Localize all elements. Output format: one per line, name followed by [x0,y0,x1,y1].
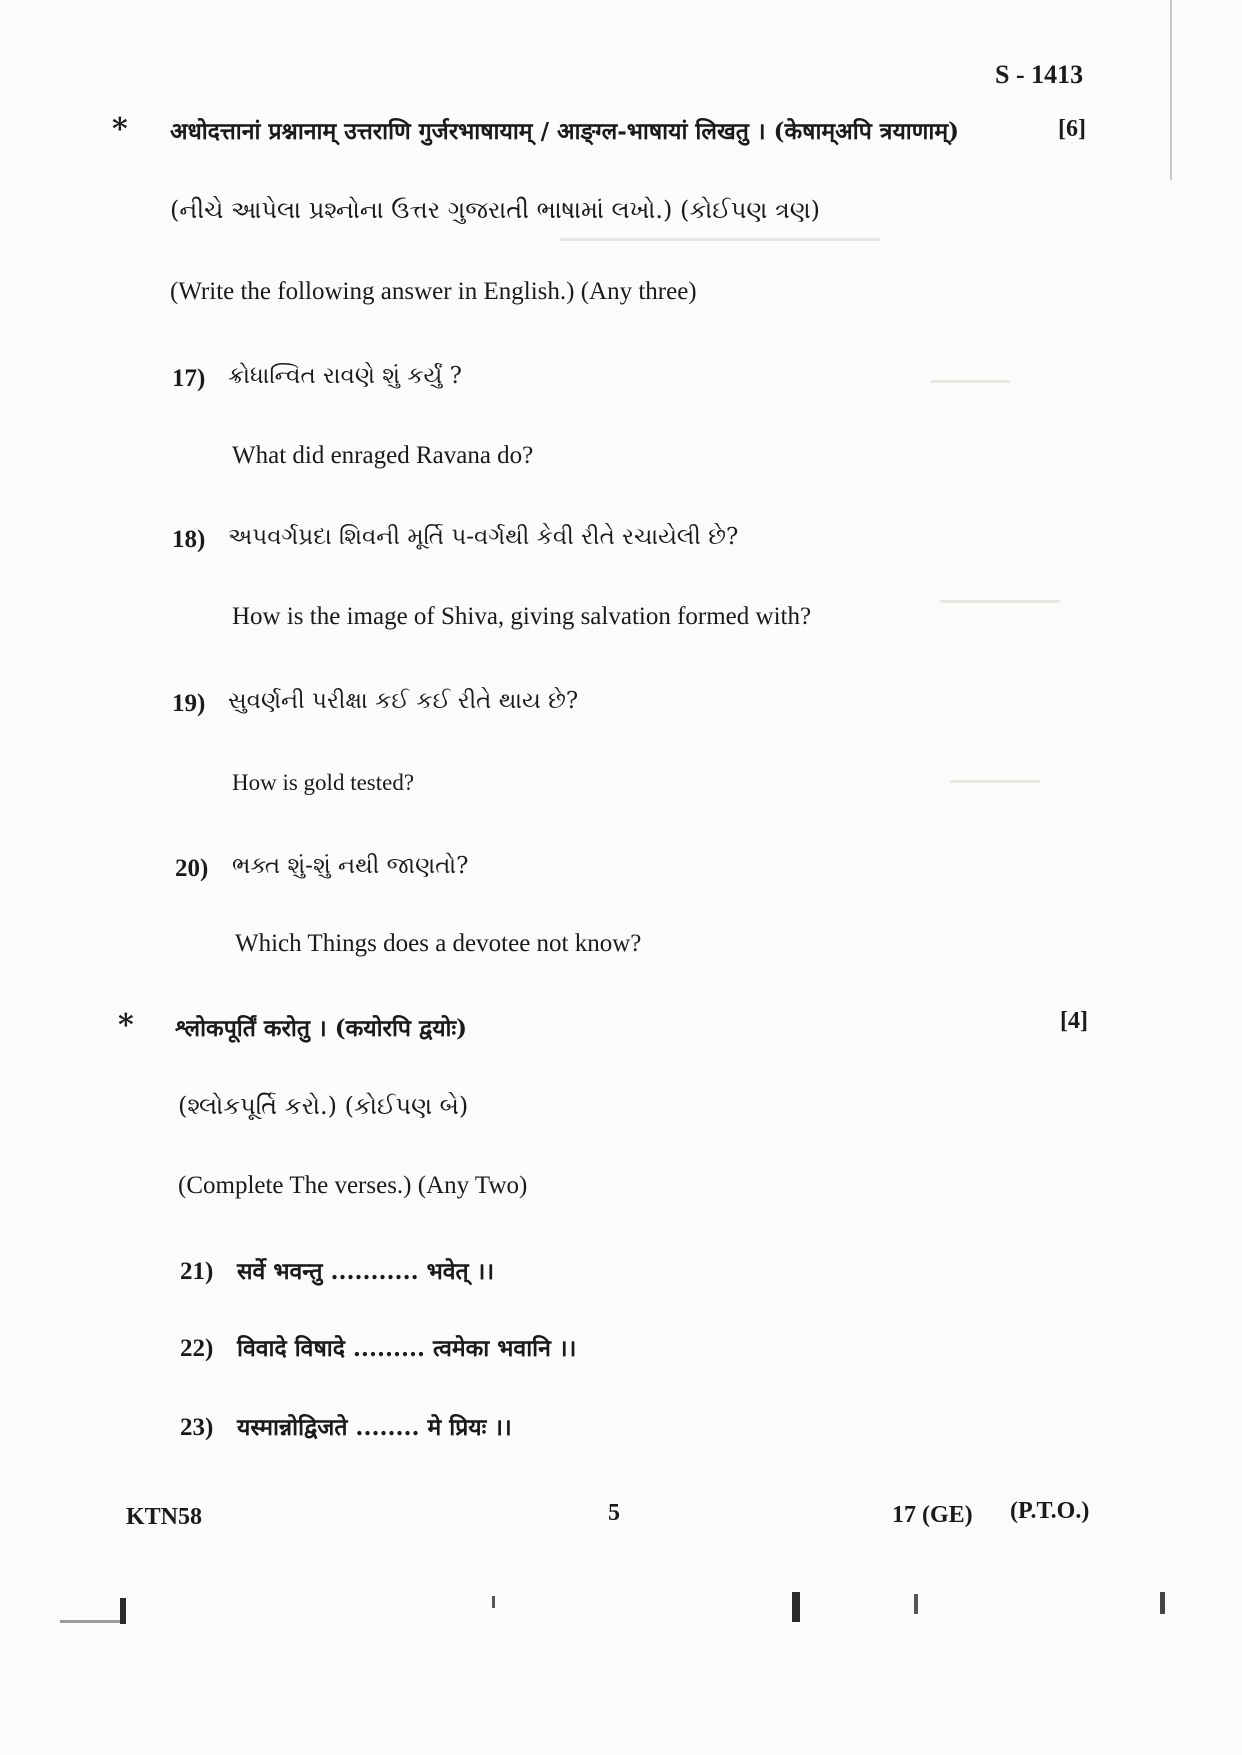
section-1-marks: [6] [1058,116,1086,142]
scan-edge-mark [120,1598,126,1624]
verse-number: 23) [180,1414,214,1441]
section-2-instruction-sanskrit: श्लोकपूर्तिं करोतु । (कयोरपि द्वयोः) [175,1015,468,1042]
question-number: 18) [172,526,206,553]
paper-code: S - 1413 [995,60,1084,89]
verse-text: विवादे विषादे ......... त्वमेका भवानि ।। [237,1335,577,1362]
scan-edge-mark [1170,0,1172,180]
question-gujarati: અપવર્ગપ્રદા શિવની મૂર્તિ પ-વર્ગથી કેવી રીતે રચાયેલી છે? [228,524,739,550]
page-number: 5 [608,1500,620,1526]
question-gujarati: ક્રોધાન્વિત રાવણે શું કર્યું ? [228,363,463,389]
footer-code: KTN58 [126,1504,203,1530]
scan-edge-mark [60,1620,120,1623]
scan-edge-mark [792,1592,800,1622]
question-gujarati: ભક્ત શું-શું નથી જાણતો? [232,853,469,879]
footer-subject-code: 17 (GE) [892,1502,973,1528]
question-gujarati: સુવર્ણની પરીક્ષા કઈ કઈ રીતે થાય છે? [228,688,579,714]
question-english: How is gold tested? [232,770,415,795]
section-2-instruction-gujarati: (શ્લોકપૂર્તિ કરો.) (કોઈપણ બે) [178,1092,469,1120]
question-number: 17) [172,365,206,392]
verse-number: 21) [180,1258,214,1285]
section-2-star: * [118,1008,134,1043]
verse-number: 22) [180,1335,214,1362]
question-number: 20) [175,855,209,882]
question-english: What did enraged Ravana do? [232,442,534,469]
question-english: How is the image of Shiva, giving salvation formed with? [232,603,812,630]
verse-text: सर्वे भवन्तु ........... भवेत् ।। [237,1258,495,1285]
section-1-star: * [112,112,128,147]
bleed-through-mark [940,600,1060,603]
section-2-instruction-english: (Complete The verses.) (Any Two) [178,1172,528,1199]
section-2-marks: [4] [1060,1008,1088,1034]
section-1-instruction-sanskrit: अधोदत्तानां प्रश्नानाम् उत्तराणि गुर्जरभाषायाम् / आङ्ग्ल-भाषायां लिखतु । (केषाम्अपि त्रयाणाम्) [170,118,959,145]
bleed-through-mark [930,380,1010,383]
bleed-through-mark [950,780,1040,783]
bleed-through-mark [560,238,880,241]
scan-edge-mark [914,1594,918,1614]
verse-text: यस्मान्नोद्विजते ........ मे प्रियः ।। [237,1414,512,1441]
scan-edge-mark [1160,1592,1165,1614]
question-english: Which Things does a devotee not know? [235,930,642,957]
pto-label: (P.T.O.) [1010,1498,1090,1524]
question-number: 19) [172,690,206,717]
scan-edge-mark [492,1596,495,1608]
section-1-instruction-gujarati: (નીચે આપેલા પ્રશ્નોના ઉત્તર ગુજરાતી ભાષામાં લખો.) (કોઈપણ ત્રણ) [170,196,820,224]
section-1-instruction-english: (Write the following answer in English.) (Any three) [170,278,697,305]
